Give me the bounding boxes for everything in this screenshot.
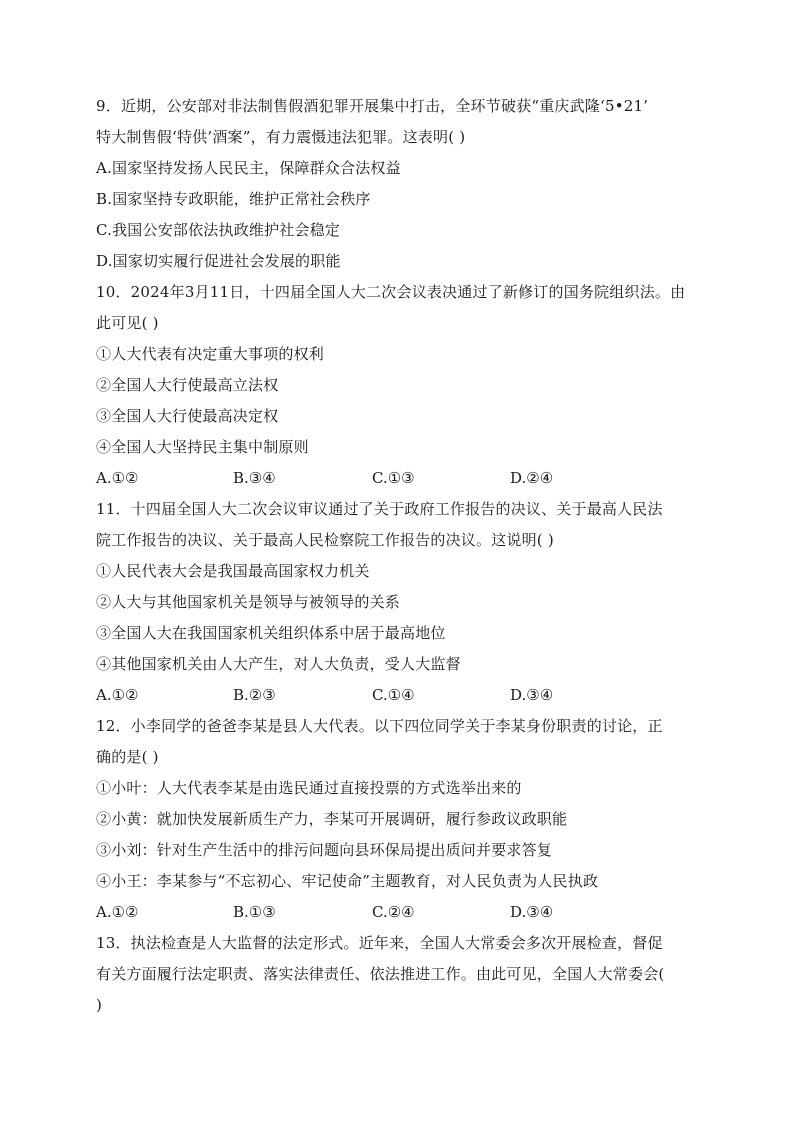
choice-d: D.②④ <box>510 469 554 487</box>
question-13 <box>96 928 700 1021</box>
statement-1: ①小叶：人大代表李某是由选民通过直接投票的方式选举出来的 <box>96 779 522 797</box>
question-stem-line: 院工作报告的决议、关于最高人民检察院工作报告的决议。这说明( ) <box>96 531 554 549</box>
statement-3: ③全国人大在我国国家机关组织体系中居于最高地位 <box>96 624 446 642</box>
choice-b: B.②③ <box>233 686 276 704</box>
question-stem-line: 确的是( ) <box>96 748 159 766</box>
choice-c: C.②④ <box>372 903 415 921</box>
statement-1: ①人民代表大会是我国最高国家权力机关 <box>96 562 370 580</box>
choice-c: C.①④ <box>372 686 415 704</box>
choice-c: C.①③ <box>372 469 415 487</box>
statement-3: ③小刘：针对生产生活中的排污问题向县环保局提出质问并要求答复 <box>96 841 553 859</box>
choice-b: B.③④ <box>233 469 276 487</box>
question-stem-line: 有关方面履行法定职责、落实法律责任、依法推进工作。由此可见，全国人大常委会( <box>96 965 665 983</box>
statement-2: ②全国人大行使最高立法权 <box>96 376 279 394</box>
question-9 <box>96 91 700 277</box>
option-d: D.国家切实履行促进社会发展的职能 <box>96 252 341 270</box>
choice-a: A.①② <box>96 686 139 704</box>
answer-choices <box>96 463 700 494</box>
question-stem-line: 9．近期，公安部对非法制售假酒犯罪开展集中打击，全环节破获“重庆武隆‘5•21’ <box>96 97 649 115</box>
statement-4: ④小王：李某参与“不忘初心、牢记使命”主题教育，对人民负责为人民执政 <box>96 872 599 890</box>
statement-4: ④全国人大坚持民主集中制原则 <box>96 438 309 456</box>
question-stem-line: ) <box>96 996 103 1014</box>
choice-a: A.①② <box>96 903 139 921</box>
exam-page <box>96 91 700 1021</box>
question-stem-line: 11．十四届全国人大二次会议审议通过了关于政府工作报告的决议、关于最高人民法 <box>96 500 663 518</box>
choice-d: D.③④ <box>510 686 554 704</box>
question-stem-line: 特大制售假‘特供’酒案”，有力震慑违法犯罪。这表明( ) <box>96 128 466 146</box>
answer-choices <box>96 680 700 711</box>
choice-a: A.①② <box>96 469 139 487</box>
option-a: A.国家坚持发扬人民民主，保障群众合法权益 <box>96 159 401 177</box>
statement-3: ③全国人大行使最高决定权 <box>96 407 279 425</box>
question-10 <box>96 277 700 494</box>
question-12 <box>96 711 700 928</box>
question-11 <box>96 494 700 711</box>
statement-2: ②小黄：就加快发展新质生产力，李某可开展调研，履行参政议政职能 <box>96 810 568 828</box>
question-stem-line: 此可见( ) <box>96 314 159 332</box>
option-c: C.我国公安部依法执政维护社会稳定 <box>96 221 341 239</box>
question-stem-line: 10．2024年3月11日，十四届全国人大二次会议表决通过了新修订的国务院组织法。由 <box>96 283 686 301</box>
answer-choices <box>96 897 700 928</box>
question-stem-line: 12．小李同学的爸爸李某是县人大代表。以下四位同学关于李某身份职责的讨论，正 <box>96 717 663 735</box>
option-b: B.国家坚持专政职能，维护正常社会秩序 <box>96 190 371 208</box>
statement-2: ②人大与其他国家机关是领导与被领导的关系 <box>96 593 401 611</box>
statement-1: ①人大代表有决定重大事项的权利 <box>96 345 325 363</box>
statement-4: ④其他国家机关由人大产生，对人大负责，受人大监督 <box>96 655 461 673</box>
choice-b: B.①③ <box>233 903 276 921</box>
question-stem-line: 13．执法检查是人大监督的法定形式。近年来，全国人大常委会多次开展检查，督促 <box>96 934 663 952</box>
choice-d: D.③④ <box>510 903 554 921</box>
